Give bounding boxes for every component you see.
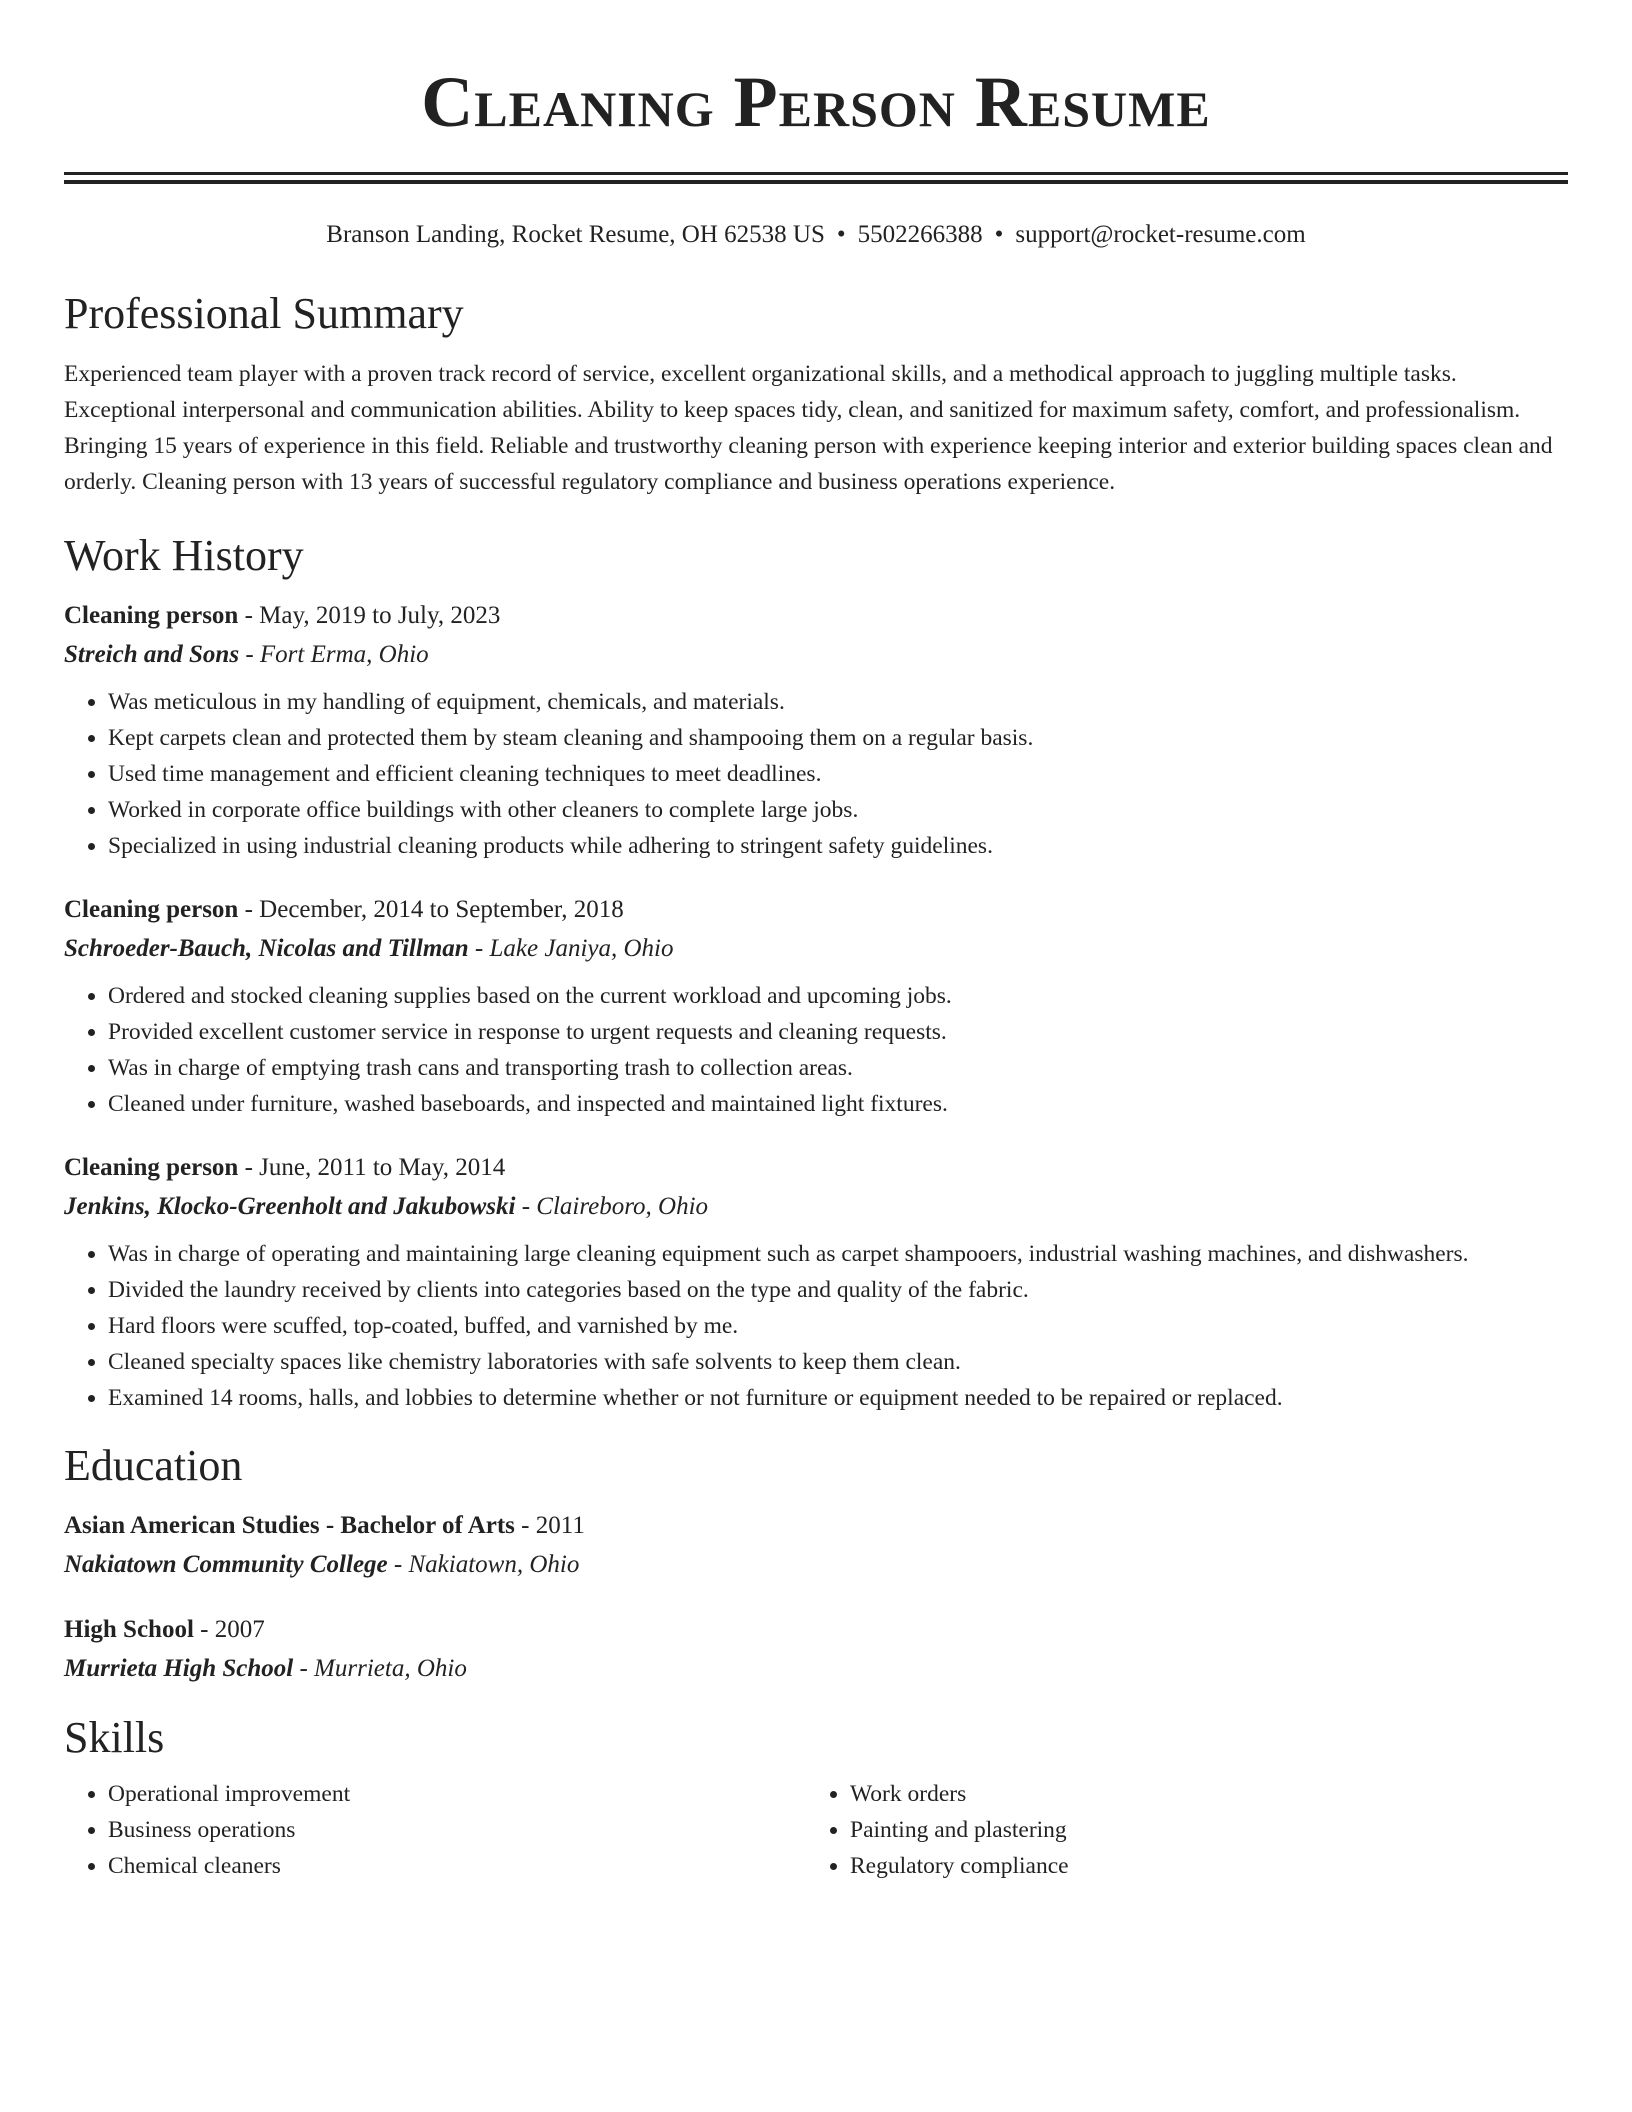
employer-line — [64, 929, 1568, 968]
contact-separator: • — [994, 221, 1004, 248]
contact-line — [64, 218, 1568, 252]
skill-item: • Regulatory compliance — [850, 1848, 1548, 1884]
list-item: • Was meticulous in my handling of equipment, chemicals, and materials. — [108, 684, 1568, 720]
school-line — [64, 1649, 1568, 1688]
employer-location: - Claireboro, Ohio — [515, 1193, 709, 1220]
list-item: • Cleaned specialty spaces like chemistry laboratories with safe solvents to keep them clean. — [108, 1344, 1568, 1380]
degree-year: - 2011 — [514, 1512, 585, 1539]
summary-text: Experienced team player with a proven track record of service, excellent organizational skills, and a methodical approach to juggling multiple tasks. Exceptional interpersonal and communication abilities. Ability to keep spaces tidy, clean, and sanitized for maximum safety, comfort, and professionalism. Bringing 15 years of experience in this field. Reliable and trustworthy cleaning person with experience keeping interior and exterior building spaces clean and orderly. Cleaning person with 13 years of successful regulatory compliance and business operations experience. — [64, 361, 1553, 495]
job-title-line — [64, 596, 1568, 635]
list-item: • Specialized in using industrial cleaning products while adhering to stringent safety guidelines. — [108, 828, 1568, 864]
resume-title: Cleaning Person Resume — [421, 62, 1211, 142]
list-item: • Provided excellent customer service in response to urgent requests and cleaning requests. — [108, 1014, 1568, 1050]
degree-line — [64, 1610, 1568, 1649]
job-entry — [64, 596, 1568, 864]
job-dates: - May, 2019 to July, 2023 — [238, 602, 501, 629]
job-entry — [64, 890, 1568, 1122]
job-title: Cleaning person — [64, 896, 239, 923]
title-rule-top — [64, 172, 1568, 175]
skills-list-left — [64, 1776, 806, 1884]
school-name: Murrieta High School — [64, 1655, 294, 1682]
degree-year: - 2007 — [193, 1616, 265, 1643]
employer-name: Schroeder-Bauch, Nicolas and Tillman — [64, 935, 469, 962]
skills-columns — [64, 1776, 1568, 1884]
contact-separator: • — [836, 221, 846, 248]
contact-email: support@rocket-resume.com — [1015, 221, 1306, 248]
list-item: • Was in charge of emptying trash cans and transporting trash to collection areas. — [108, 1050, 1568, 1086]
job-dates: - June, 2011 to May, 2014 — [238, 1154, 506, 1181]
list-item: • Hard floors were scuffed, top-coated, buffed, and varnished by me. — [108, 1308, 1568, 1344]
list-item: • Divided the laundry received by clients into categories based on the type and quality of the fabric. — [108, 1272, 1568, 1308]
job-duties-list — [64, 978, 1568, 1122]
employer-name: Jenkins, Klocko-Greenholt and Jakubowski — [64, 1193, 516, 1220]
work-history-heading: Work History — [64, 531, 304, 580]
contact-phone: 5502266388 — [857, 221, 983, 248]
skill-item: • Business operations — [108, 1812, 806, 1848]
list-item: • Kept carpets clean and protected them by steam cleaning and shampooing them on a regular basis. — [108, 720, 1568, 756]
skill-item: • Painting and plastering — [850, 1812, 1548, 1848]
list-item: • Was in charge of operating and maintaining large cleaning equipment such as carpet shampooers, industrial washing machines, and dishwashers. — [108, 1236, 1568, 1272]
employer-line — [64, 1187, 1568, 1226]
job-duties-list — [64, 684, 1568, 864]
skills-heading: Skills — [64, 1713, 165, 1762]
summary-heading: Professional Summary — [64, 289, 464, 338]
school-location: - Nakiatown, Ohio — [387, 1551, 580, 1578]
employer-line — [64, 635, 1568, 674]
school-location: - Murrieta, Ohio — [293, 1655, 467, 1682]
school-line — [64, 1545, 1568, 1584]
job-entry — [64, 1148, 1568, 1416]
education-heading: Education — [64, 1441, 243, 1490]
list-item: • Examined 14 rooms, halls, and lobbies to determine whether or not furniture or equipment needed to be repaired or replaced. — [108, 1380, 1568, 1416]
list-item: • Cleaned under furniture, washed baseboards, and inspected and maintained light fixtures. — [108, 1086, 1568, 1122]
employer-location: - Lake Janiya, Ohio — [468, 935, 674, 962]
employer-name: Streich and Sons — [64, 641, 240, 668]
degree-line — [64, 1506, 1568, 1545]
skill-item: • Operational improvement — [108, 1776, 806, 1812]
skills-list-right — [806, 1776, 1548, 1884]
job-title: Cleaning person — [64, 1154, 239, 1181]
list-item: • Worked in corporate office buildings with other cleaners to complete large jobs. — [108, 792, 1568, 828]
job-duties-list — [64, 1236, 1568, 1416]
degree-name: High School — [64, 1616, 194, 1643]
job-dates: - December, 2014 to September, 2018 — [238, 896, 624, 923]
job-title-line — [64, 1148, 1568, 1187]
employer-location: - Fort Erma, Ohio — [239, 641, 429, 668]
job-title-line — [64, 890, 1568, 929]
title-rule-bottom — [64, 180, 1568, 184]
list-item: • Ordered and stocked cleaning supplies based on the current workload and upcoming jobs. — [108, 978, 1568, 1014]
school-name: Nakiatown Community College — [64, 1551, 388, 1578]
education-entry — [64, 1506, 1568, 1584]
skill-item: • Chemical cleaners — [108, 1848, 806, 1884]
skill-item: • Work orders — [850, 1776, 1548, 1812]
education-entry — [64, 1610, 1568, 1688]
degree-name: Asian American Studies - Bachelor of Arts — [64, 1512, 515, 1539]
list-item: • Used time management and efficient cleaning techniques to meet deadlines. — [108, 756, 1568, 792]
job-title: Cleaning person — [64, 602, 239, 629]
contact-address: Branson Landing, Rocket Resume, OH 62538 US — [326, 221, 825, 248]
